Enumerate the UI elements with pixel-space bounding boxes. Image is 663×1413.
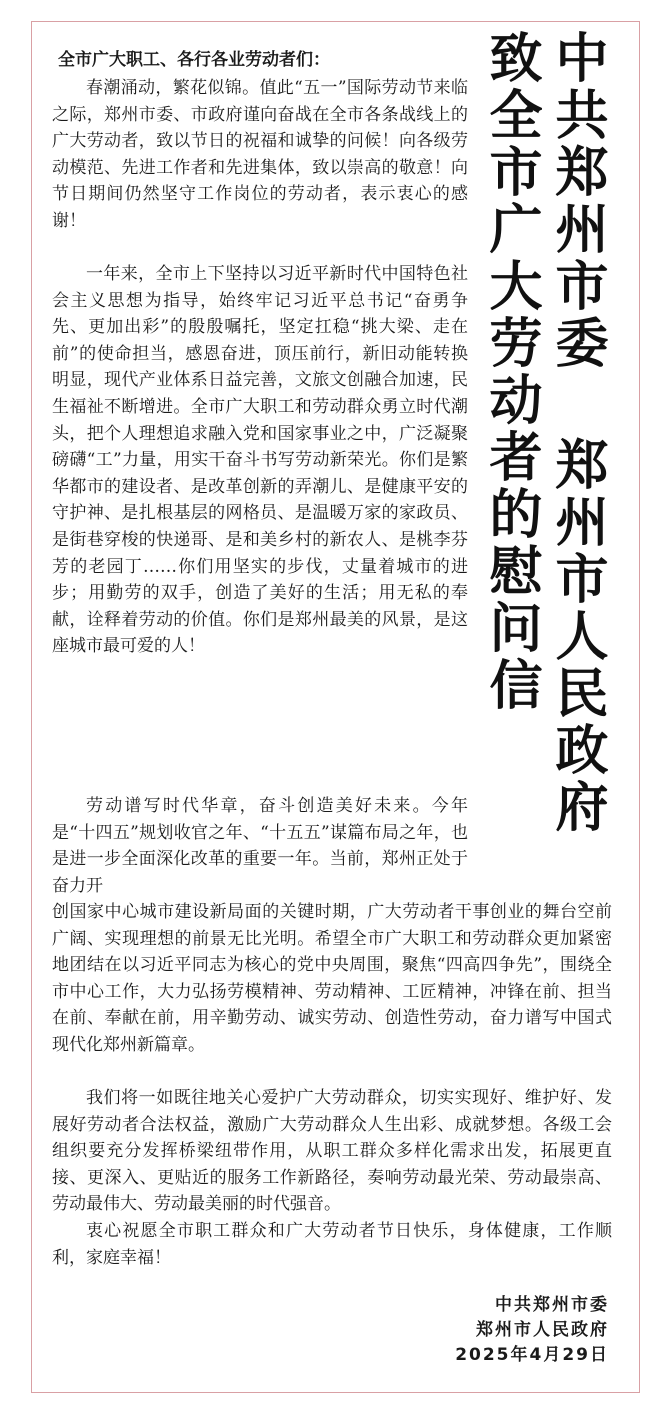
salutation: 全市广大职工、各行各业劳动者们： bbox=[58, 50, 330, 70]
paragraph-outlook-continued: 创国家中心城市建设新局面的关键时期，广大劳动者干事创业的舞台空前广阔、实现理想的前景无比光明。希望全市广大职工和劳动群众更加紧密地团结在以习近平同志为核心的党中央周围，聚焦“四高四争先”，围绕全市中心工作，大力弘扬劳模精神、劳动精神、工匠精神，冲锋在前、担当在前、奉献在前，用辛勤劳动、诚实劳动、创造性劳动，奋力谱写中国式现代化郑州新篇章。 bbox=[52, 902, 612, 1055]
signature-org-2: 郑州市人民政府 bbox=[476, 1320, 609, 1340]
paragraph-wishes: 衷心祝愿全市职工群众和广大劳动者节日快乐，身体健康，工作顺利，家庭幸福！ bbox=[52, 1221, 612, 1268]
paragraph-greeting: 春潮涌动，繁花似锦。值此“五一”国际劳动节来临之际，郑州市委、市政府谨向奋战在全市各条战线上的广大劳动者，致以节日的祝福和诚挚的问候！向各级劳动模范、先进工作者和先进集体，致以崇高的敬意！向节日期间仍然坚守工作岗位的劳动者，表示衷心的感谢！ bbox=[52, 78, 468, 231]
paragraph-commitment: 我们将一如既往地关心爱护广大劳动群众，切实实现好、维护好、发展好劳动者合法权益，激励广大劳动群众人生出彩、成就梦想。各级工会组织要充分发挥桥梁纽带作用，从职工群众多样化需求出发，拓展更直接、更深入、更贴近的服务工作新路径，奏响劳动最光荣、劳动最崇高、劳动最伟大、劳动最美丽的时代强音。 bbox=[52, 1088, 612, 1215]
title-line-1: 中共郑州市委 郑州市人民政府 bbox=[547, 30, 608, 836]
signature-org-1: 中共郑州市委 bbox=[495, 1295, 609, 1315]
title-line-2: 致全市广大劳动者的慰问信 bbox=[481, 30, 542, 714]
signature-block bbox=[455, 1293, 609, 1368]
paragraph-review: 一年来，全市上下坚持以习近平新时代中国特色社会主义思想为指导，始终牢记习近平总书记“奋勇争先、更加出彩”的殷殷嘱托，坚定扛稳“挑大梁、走在前”的使命担当，感恩奋进，顶压前行，新旧动能转换明显，现代产业体系日益完善，文旅文创融合加速，民生福祉不断增进。全市广大职工和劳动群众勇立时代潮头，把个人理想追求融入党和国家事业之中，广泛凝聚磅礴“工”力量，用实干奋斗书写劳动新荣光。你们是繁华都市的建设者、是改革创新的弄潮儿、是健康平安的守护神、是扎根基层的网格员、是温暖万家的家政员、是街巷穿梭的快递哥、是和美乡村的新农人、是桃李芬芳的老园丁……你们用坚实的步伐，丈量着城市的进步；用勤劳的双手，创造了美好的生活；用无私的奉献，诠释着劳动的价值。你们是郑州最美的风景，是这座城市最可爱的人！ bbox=[52, 264, 468, 657]
paragraph-outlook-start: 劳动谱写时代华章，奋斗创造美好未来。今年是“十四五”规划收官之年、“十五五”谋篇布局之年，也是进一步全面深化改革的重要一年。当前，郑州正处于奋力开 bbox=[52, 796, 468, 896]
signature-date: 2025年4月29日 bbox=[455, 1345, 609, 1365]
